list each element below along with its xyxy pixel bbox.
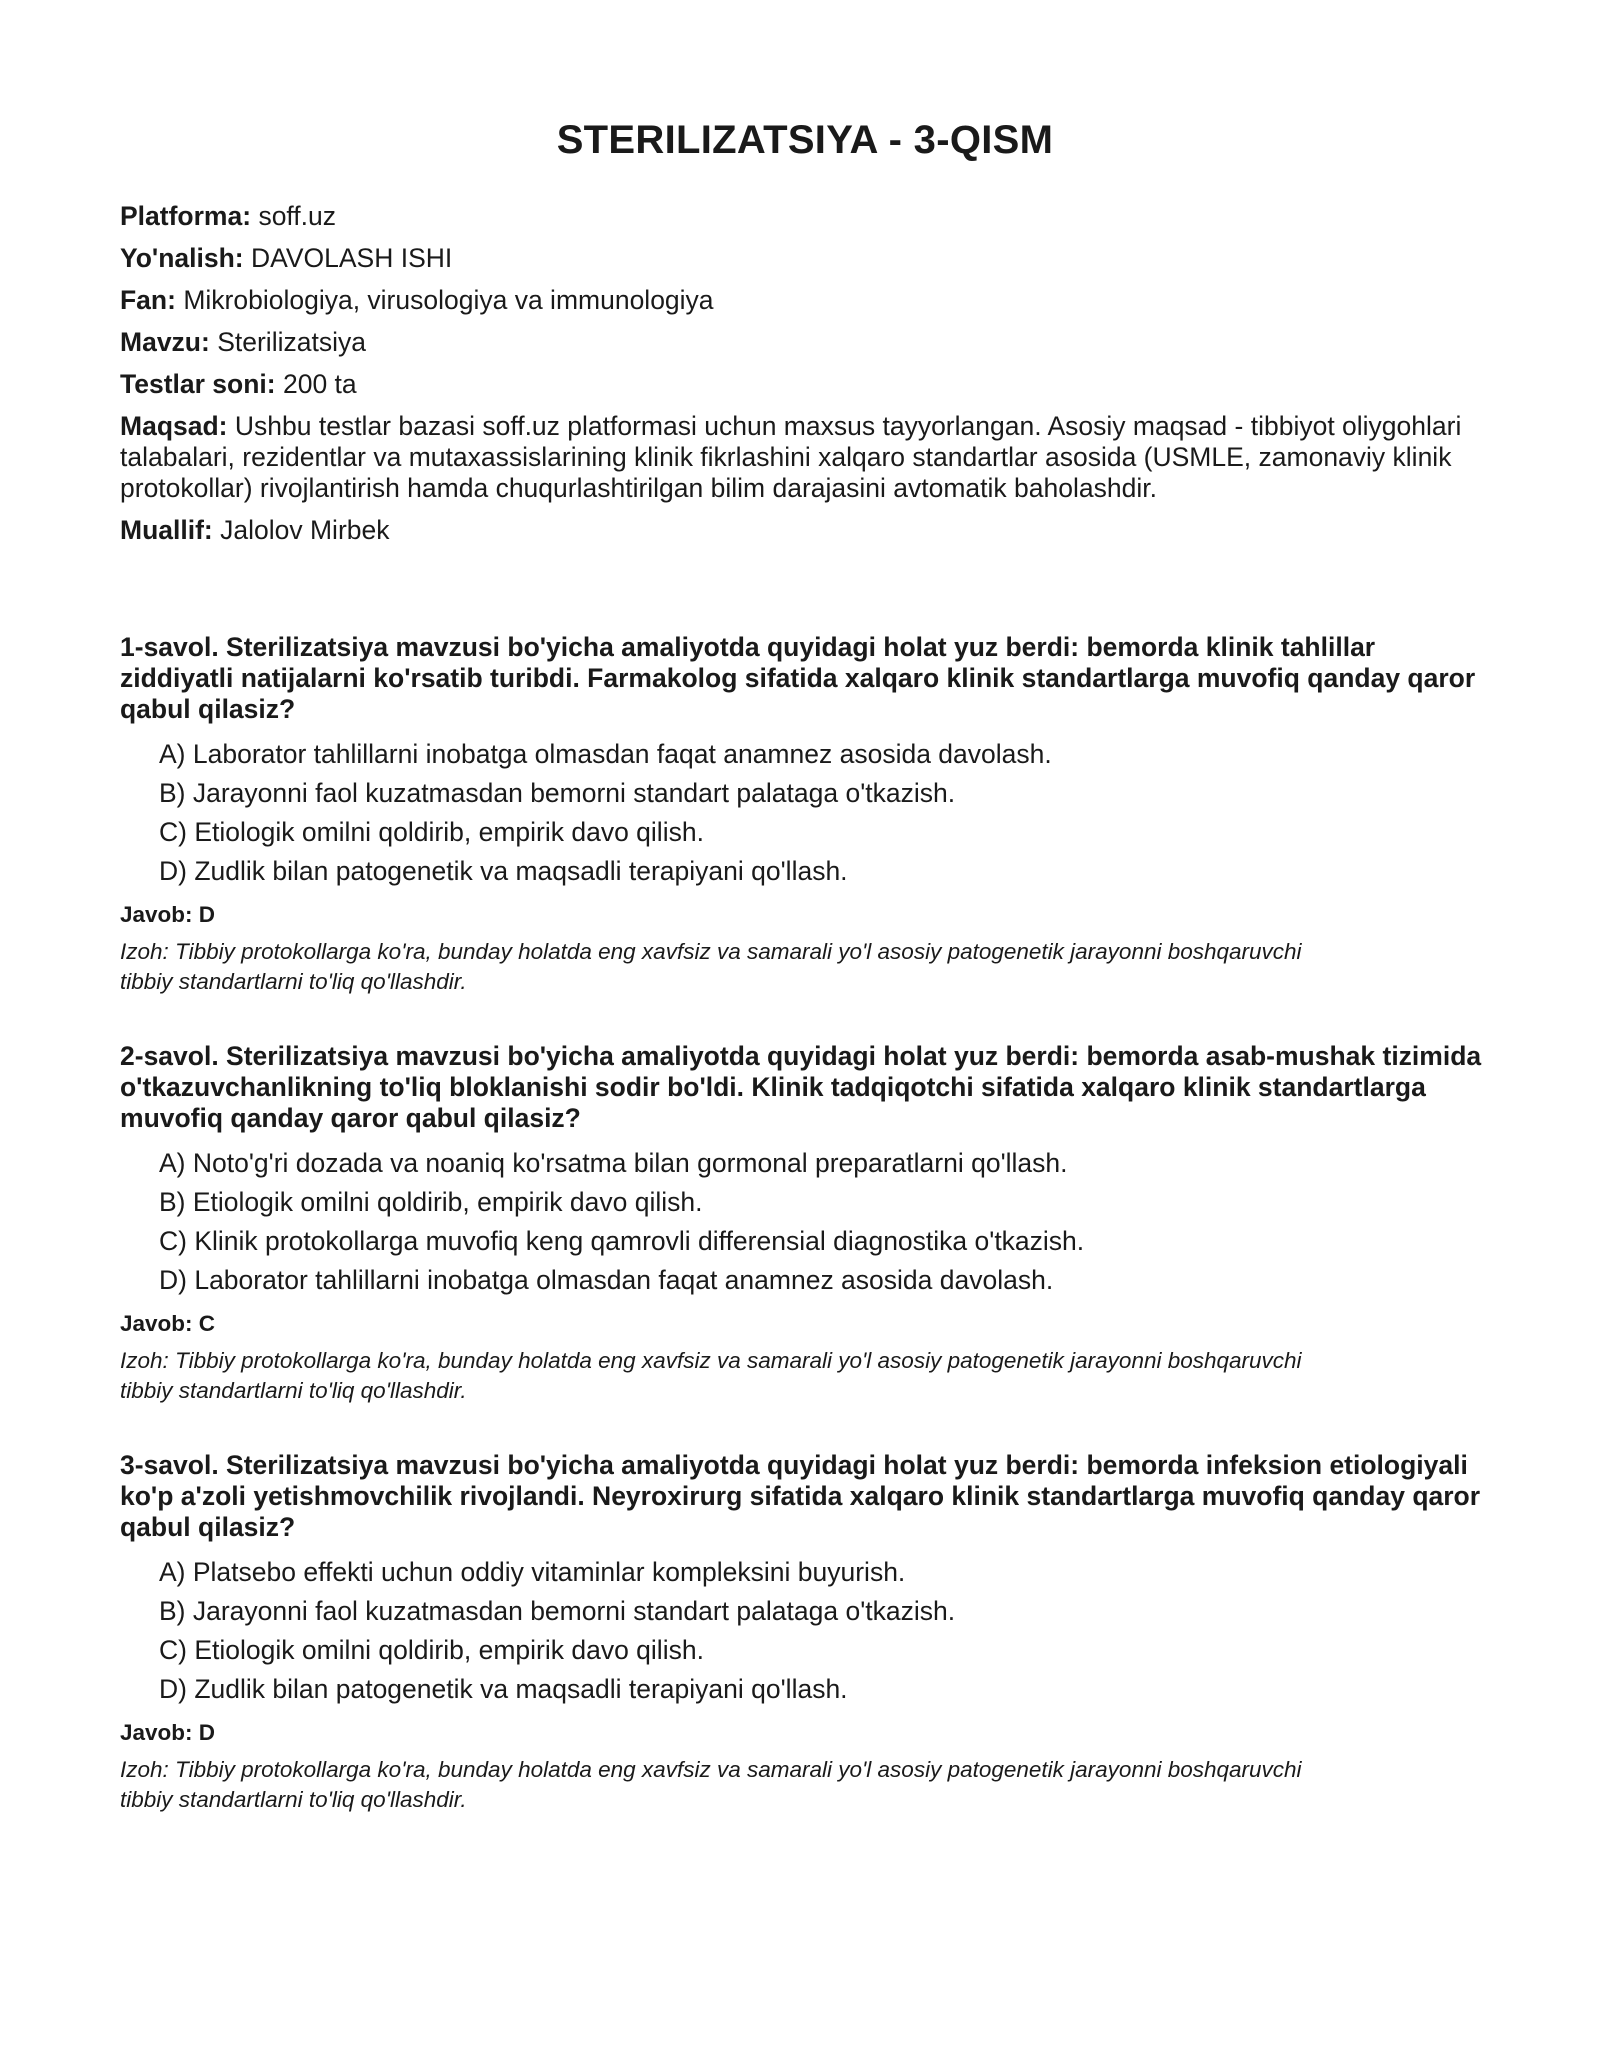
option-list [120, 739, 1490, 887]
question-text: 2-savol. Sterilizatsiya mavzusi bo'yicha amaliyotda quyidagi holat yuz berdi: bemorda asab-mushak tizimida o'tkazuvchanlikning to'liq bloklanishi sodir bo'ldi. Klinik tadqiqotchi sifatida xalqaro klinik standartlarga muvofiq qanday qaror qabul qilasiz? [120, 1041, 1482, 1133]
meta-value: 200 ta [282, 369, 357, 399]
option-b: B) Jarayonni faol kuzatmasdan bemorni standart palataga o'tkazish. [159, 1596, 956, 1626]
answer-label: Javob: C [120, 1311, 216, 1336]
explanation-text: Izoh: Tibbiy protokollarga ko'ra, bunday holatda eng xavfsiz va samarali yo'l asosiy patogenetik jarayonni boshqaruvchi tibbiy standartlarni to'liq qo'llashdir. [120, 1348, 1302, 1403]
option-a: A) Laborator tahlillarni inobatga olmasdan faqat anamnez asosida davolash. [159, 739, 1052, 769]
meta-value: Sterilizatsiya [217, 327, 366, 357]
meta-value: soff.uz [258, 201, 337, 231]
meta-value: Ushbu testlar bazasi soff.uz platformasi uchun maxsus tayyorlangan. Asosiy maqsad - tibbiyot oliygohlari talabalari, rezidentlar va mutaxassislarining klinik fikrlashini xalqaro standartlar asosida (USMLE, zamonaviy klinik protokollar) rivojlantirish hamda chuqurlashtirilgan bilim darajasini avtomatik baholashdir. [120, 411, 1462, 503]
option-a: A) Noto'g'ri dozada va noaniq ko'rsatma bilan gormonal preparatlarni qo'llash. [159, 1148, 1068, 1178]
option-c: C) Etiologik omilni qoldirib, empirik davo qilish. [159, 817, 704, 847]
document-page [120, 118, 1490, 1859]
meta-label: Testlar soni: [120, 369, 276, 399]
option-d: D) Laborator tahlillarni inobatga olmasdan faqat anamnez asosida davolash. [159, 1265, 1054, 1295]
meta-topic [120, 327, 1490, 358]
meta-value: Jalolov Mirbek [220, 515, 390, 545]
document-title: STERILIZATSIYA - 3-QISM [556, 118, 1054, 162]
question-1 [120, 632, 1490, 997]
document-meta [120, 201, 1490, 546]
meta-direction [120, 243, 1490, 274]
option-c: C) Klinik protokollarga muvofiq keng qamrovli differensial diagnostika o'tkazish. [159, 1226, 1085, 1256]
option-list [120, 1557, 1490, 1705]
meta-subject [120, 285, 1490, 316]
meta-purpose [120, 411, 1490, 504]
meta-value: Mikrobiologiya, virusologiya va immunologiya [183, 285, 714, 315]
option-c: C) Etiologik omilni qoldirib, empirik davo qilish. [159, 1635, 704, 1665]
meta-label: Muallif: [120, 515, 213, 545]
meta-value: DAVOLASH ISHI [250, 243, 453, 273]
question-list [120, 632, 1490, 1815]
option-a: A) Platsebo effekti uchun oddiy vitaminlar kompleksini buyurish. [159, 1557, 906, 1587]
option-b: B) Etiologik omilni qoldirib, empirik davo qilish. [159, 1187, 703, 1217]
question-3 [120, 1450, 1490, 1815]
meta-label: Maqsad: [120, 411, 228, 441]
option-list [120, 1148, 1490, 1296]
option-d: D) Zudlik bilan patogenetik va maqsadli terapiyani qo'llash. [159, 856, 848, 886]
meta-label: Mavzu: [120, 327, 210, 357]
question-text: 1-savol. Sterilizatsiya mavzusi bo'yicha amaliyotda quyidagi holat yuz berdi: bemorda klinik tahlillar ziddiyatli natijalarni ko'rsatib turibdi. Farmakolog sifatida xalqaro klinik standartlarga muvofiq qanday qaror qabul qilasiz? [120, 632, 1476, 724]
explanation-text: Izoh: Tibbiy protokollarga ko'ra, bunday holatda eng xavfsiz va samarali yo'l asosiy patogenetik jarayonni boshqaruvchi tibbiy standartlarni to'liq qo'llashdir. [120, 939, 1302, 994]
answer-label: Javob: D [120, 1720, 216, 1745]
meta-test-count [120, 369, 1490, 400]
meta-label: Yo'nalish: [120, 243, 244, 273]
meta-platform [120, 201, 1490, 232]
meta-label: Fan: [120, 285, 176, 315]
explanation-text: Izoh: Tibbiy protokollarga ko'ra, bunday holatda eng xavfsiz va samarali yo'l asosiy patogenetik jarayonni boshqaruvchi tibbiy standartlarni to'liq qo'llashdir. [120, 1757, 1302, 1812]
question-text: 3-savol. Sterilizatsiya mavzusi bo'yicha amaliyotda quyidagi holat yuz berdi: bemorda infeksion etiologiyali ko'p a'zoli yetishmovchilik rivojlandi. Neyroxirurg sifatida xalqaro klinik standartlarga muvofiq qanday qaror qabul qilasiz? [120, 1450, 1481, 1542]
answer-label: Javob: D [120, 902, 216, 927]
meta-label: Platforma: [120, 201, 252, 231]
question-2 [120, 1041, 1490, 1406]
option-b: B) Jarayonni faol kuzatmasdan bemorni standart palataga o'tkazish. [159, 778, 956, 808]
meta-author [120, 515, 1490, 546]
option-d: D) Zudlik bilan patogenetik va maqsadli terapiyani qo'llash. [159, 1674, 848, 1704]
